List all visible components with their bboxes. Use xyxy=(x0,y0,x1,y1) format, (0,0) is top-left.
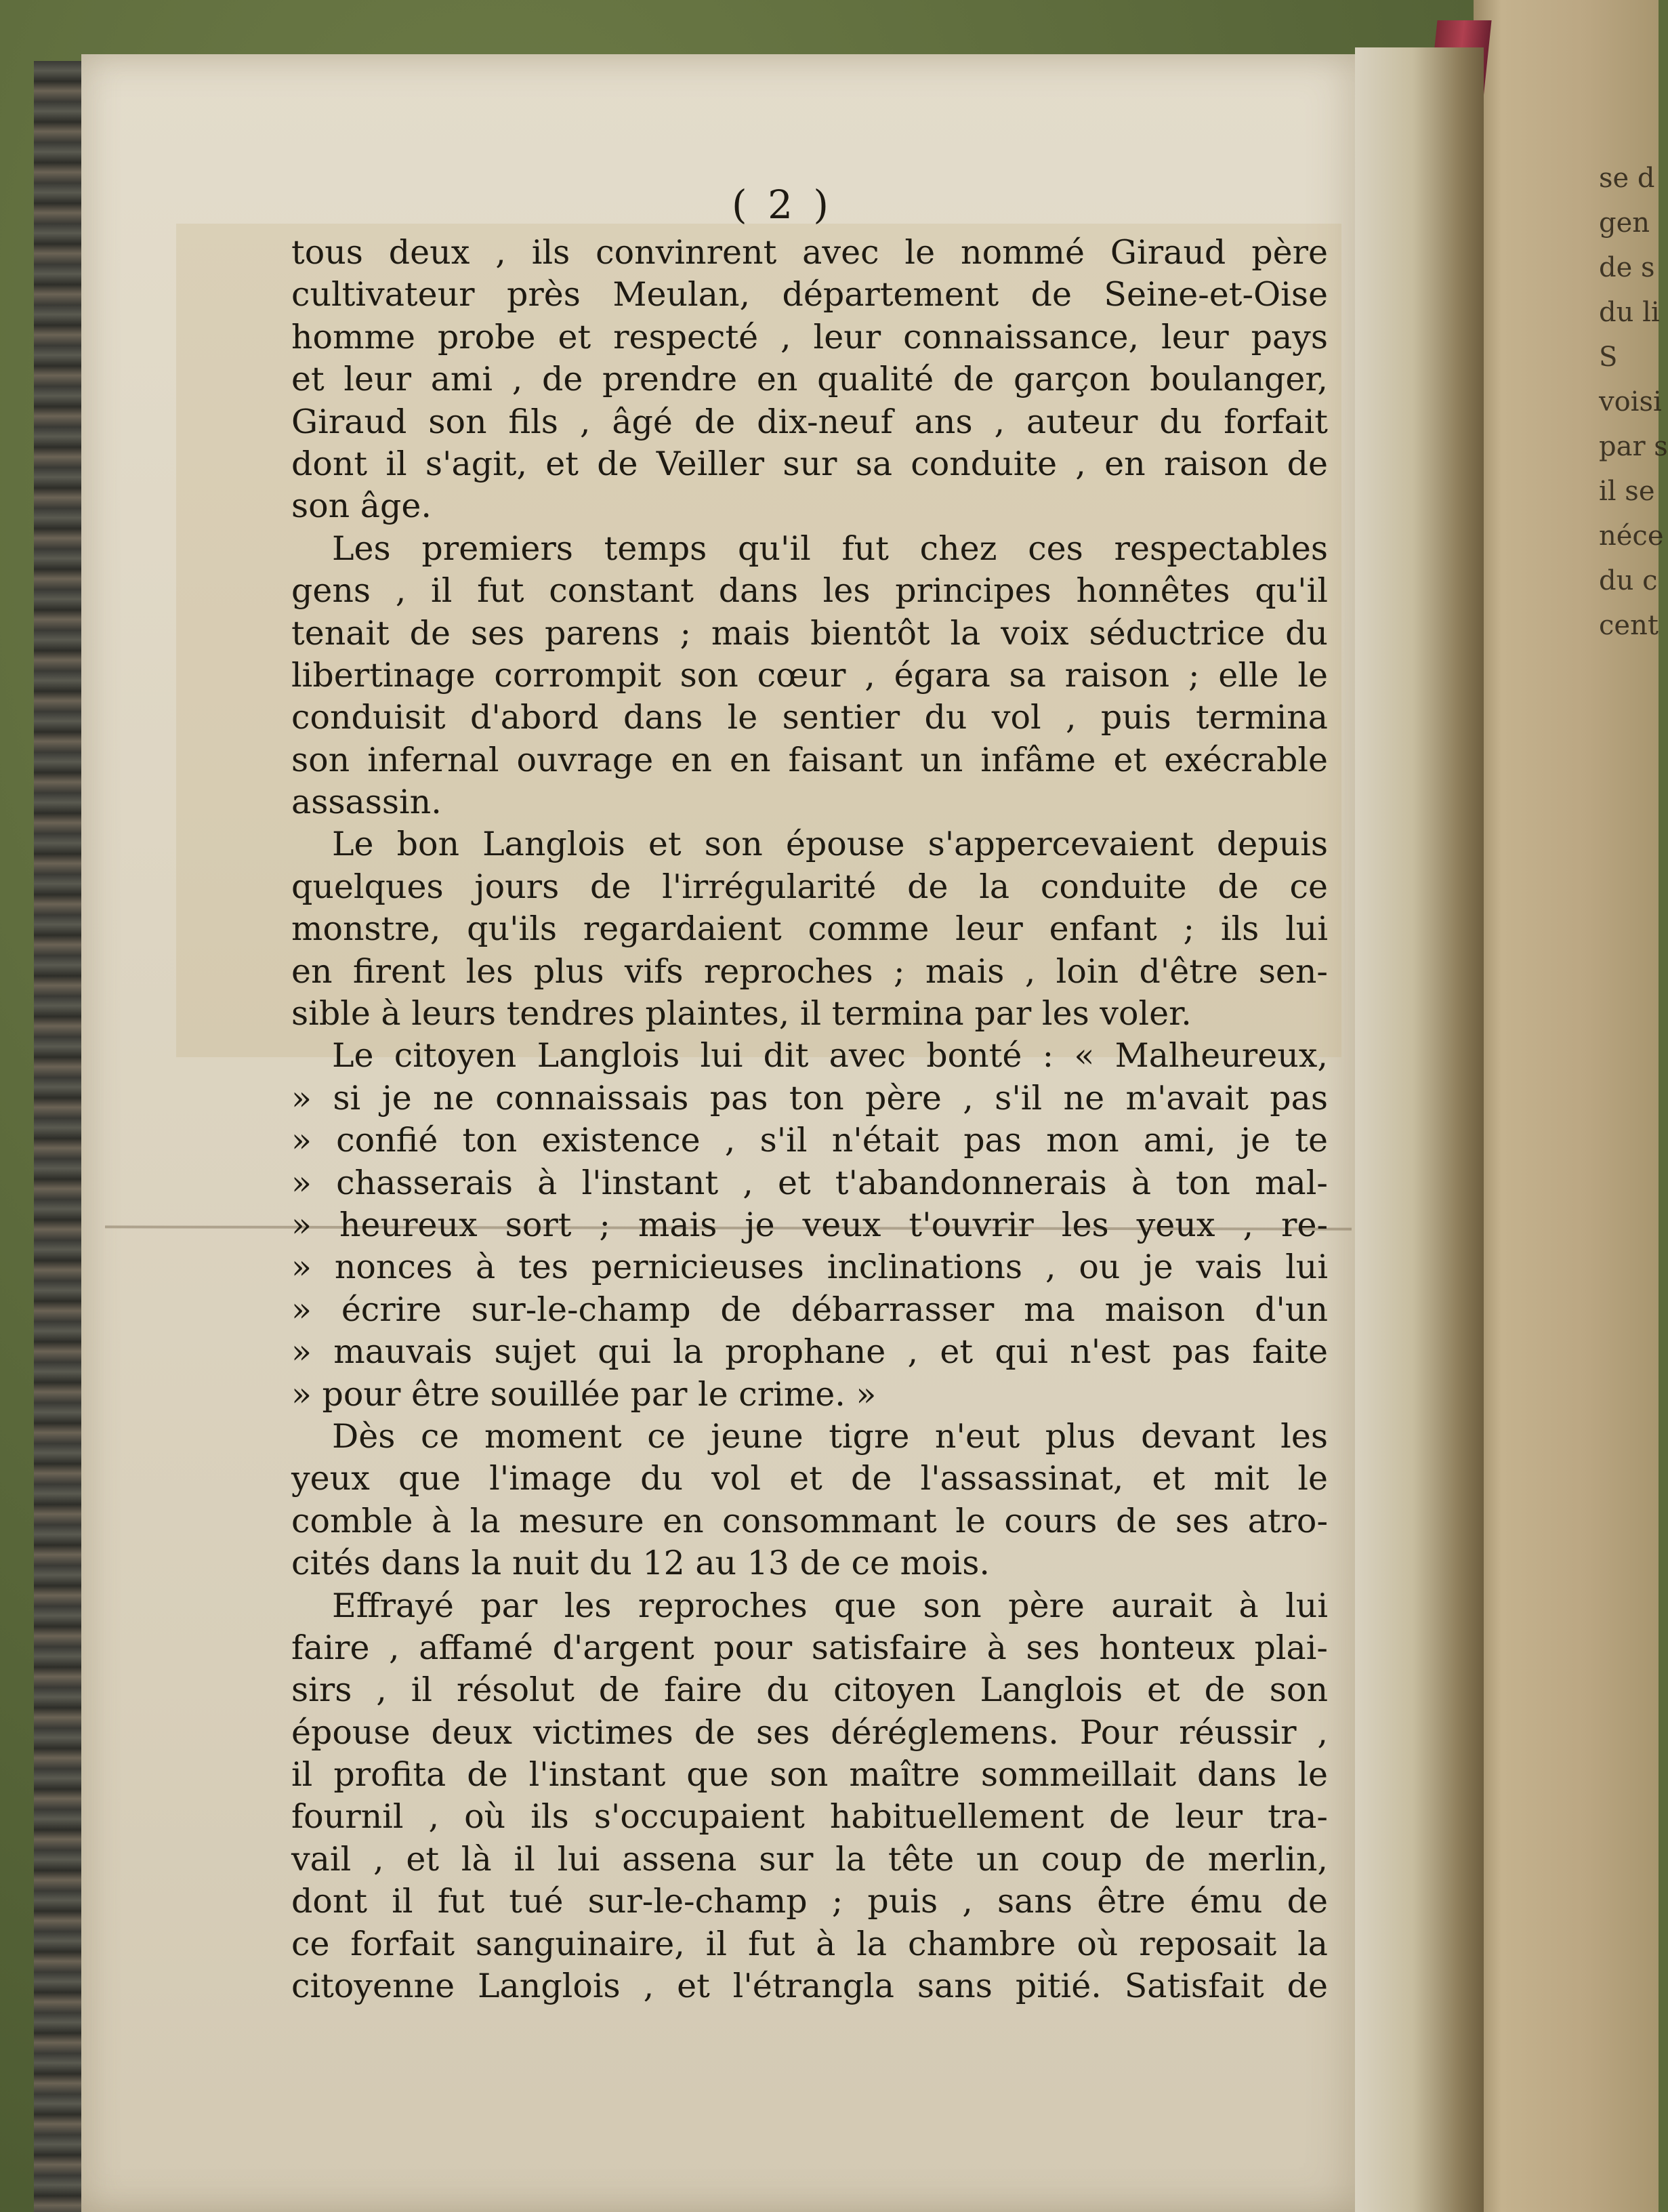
text-line: quelques jours de l'irrégularité de la conduite de ce xyxy=(291,867,1328,906)
text-line: son âge. xyxy=(291,487,432,526)
text-line: Effrayé par les reproches que son père aurait à lui xyxy=(332,1586,1328,1625)
facing-fragment: par s xyxy=(1599,431,1668,462)
text-line: dont il s'agit, et de Veiller sur sa conduite , en raison de xyxy=(291,444,1328,483)
text-line: » mauvais sujet qui la prophane , et qui n'est pas faite xyxy=(291,1332,1328,1372)
text-line: comble à la mesure en consommant le cours de ses atro- xyxy=(291,1501,1328,1540)
facing-page-text xyxy=(1599,156,1668,648)
text-line: » nonces à tes pernicieuses inclinations , ou je vais lui xyxy=(291,1248,1328,1287)
text-line: monstre, qu'ils regardaient comme leur enfant ; ils lui xyxy=(291,909,1328,949)
facing-fragment: du c xyxy=(1599,565,1658,596)
text-line: Le bon Langlois et son épouse s'appercevaient depuis xyxy=(332,825,1328,864)
text-line: » écrire sur-le-champ de débarrasser ma maison d'un xyxy=(291,1290,1328,1329)
text-line: sible à leurs tendres plaintes, il termina par les voler. xyxy=(291,994,1192,1033)
text-line: » confié ton existence , s'il n'était pas mon ami, je te xyxy=(291,1121,1328,1160)
text-line: » heureux sort ; mais je veux t'ouvrir les yeux , re- xyxy=(291,1205,1328,1244)
text-line: il profita de l'instant que son maître sommeillait dans le xyxy=(291,1755,1328,1795)
text-line: en firent les plus vifs reproches ; mais , loin d'être sen- xyxy=(291,951,1328,991)
text-line: tous deux , ils convinrent avec le nommé Giraud père xyxy=(291,233,1328,272)
book-gutter xyxy=(1355,47,1484,2212)
text-line: sirs , il résolut de faire du citoyen Langlois et de son xyxy=(291,1671,1328,1710)
text-line: assassin. xyxy=(291,783,442,822)
text-line: fournil , où ils s'occupaient habituellement de leur tra- xyxy=(291,1797,1328,1837)
text-line: » pour être souillée par le crime. » xyxy=(291,1374,877,1414)
facing-fragment: gen xyxy=(1599,207,1650,239)
facing-fragment: il se xyxy=(1599,476,1655,507)
facing-fragment: se d xyxy=(1599,163,1655,194)
text-line: épouse deux victimes de ses déréglemens. Pour réussir , xyxy=(291,1713,1328,1752)
text-line: libertinage corrompit son cœur , égara sa raison ; elle le xyxy=(291,655,1328,695)
text-line: Les premiers temps qu'il fut chez ces respectables xyxy=(332,529,1328,568)
text-line: Le citoyen Langlois lui dit avec bonté : « Malheureux, xyxy=(332,1036,1328,1076)
page-text xyxy=(291,232,1328,2007)
text-line: et leur ami , de prendre en qualité de garçon boulanger, xyxy=(291,360,1328,399)
text-line: Dès ce moment ce jeune tigre n'eut plus devant les xyxy=(332,1416,1328,1456)
text-line: cités dans la nuit du 12 au 13 de ce mois. xyxy=(291,1544,990,1583)
text-line: » chasserais à l'instant , et t'abandonnerais à ton mal- xyxy=(291,1163,1328,1202)
text-line: dont il fut tué sur-le-champ ; puis , sans être ému de xyxy=(291,1882,1328,1921)
facing-fragment: de s xyxy=(1599,252,1655,283)
text-line: tenait de ses parens ; mais bientôt la voix séductrice du xyxy=(291,613,1328,653)
text-line: » si je ne connaissais pas ton père , s'il ne m'avait pas xyxy=(291,1078,1328,1118)
text-line: yeux que l'image du vol et de l'assassinat, et mit le xyxy=(291,1459,1328,1498)
text-line: homme probe et respecté , leur connaissance, leur pays xyxy=(291,317,1328,356)
page-number: ( 2 ) xyxy=(732,182,833,228)
text-line: cultivateur près Meulan, département de Seine-et-Oise xyxy=(291,275,1328,314)
facing-fragment: néce xyxy=(1599,520,1664,552)
text-line: faire , affamé d'argent pour satisfaire à ses honteux plai- xyxy=(291,1628,1328,1667)
text-line: son infernal ouvrage en en faisant un infâme et exécrable xyxy=(291,740,1328,779)
facing-fragment: S xyxy=(1599,342,1618,373)
text-line: citoyenne Langlois , et l'étrangla sans pitié. Satisfait de xyxy=(291,1967,1328,2006)
text-line: Giraud son fils , âgé de dix-neuf ans , auteur du forfait xyxy=(291,402,1328,441)
facing-fragment: voisi xyxy=(1599,386,1662,417)
text-line: conduisit d'abord dans le sentier du vol , puis termina xyxy=(291,698,1328,737)
text-line: vail , et là il lui assena sur la tête un coup de merlin, xyxy=(291,1839,1328,1879)
text-line: ce forfait sanguinaire, il fut à la chambre où reposait la xyxy=(291,1924,1328,1963)
facing-fragment: du li xyxy=(1599,297,1660,328)
text-line: gens , il fut constant dans les principes honnêtes qu'il xyxy=(291,571,1328,611)
facing-fragment: cent xyxy=(1599,610,1659,641)
